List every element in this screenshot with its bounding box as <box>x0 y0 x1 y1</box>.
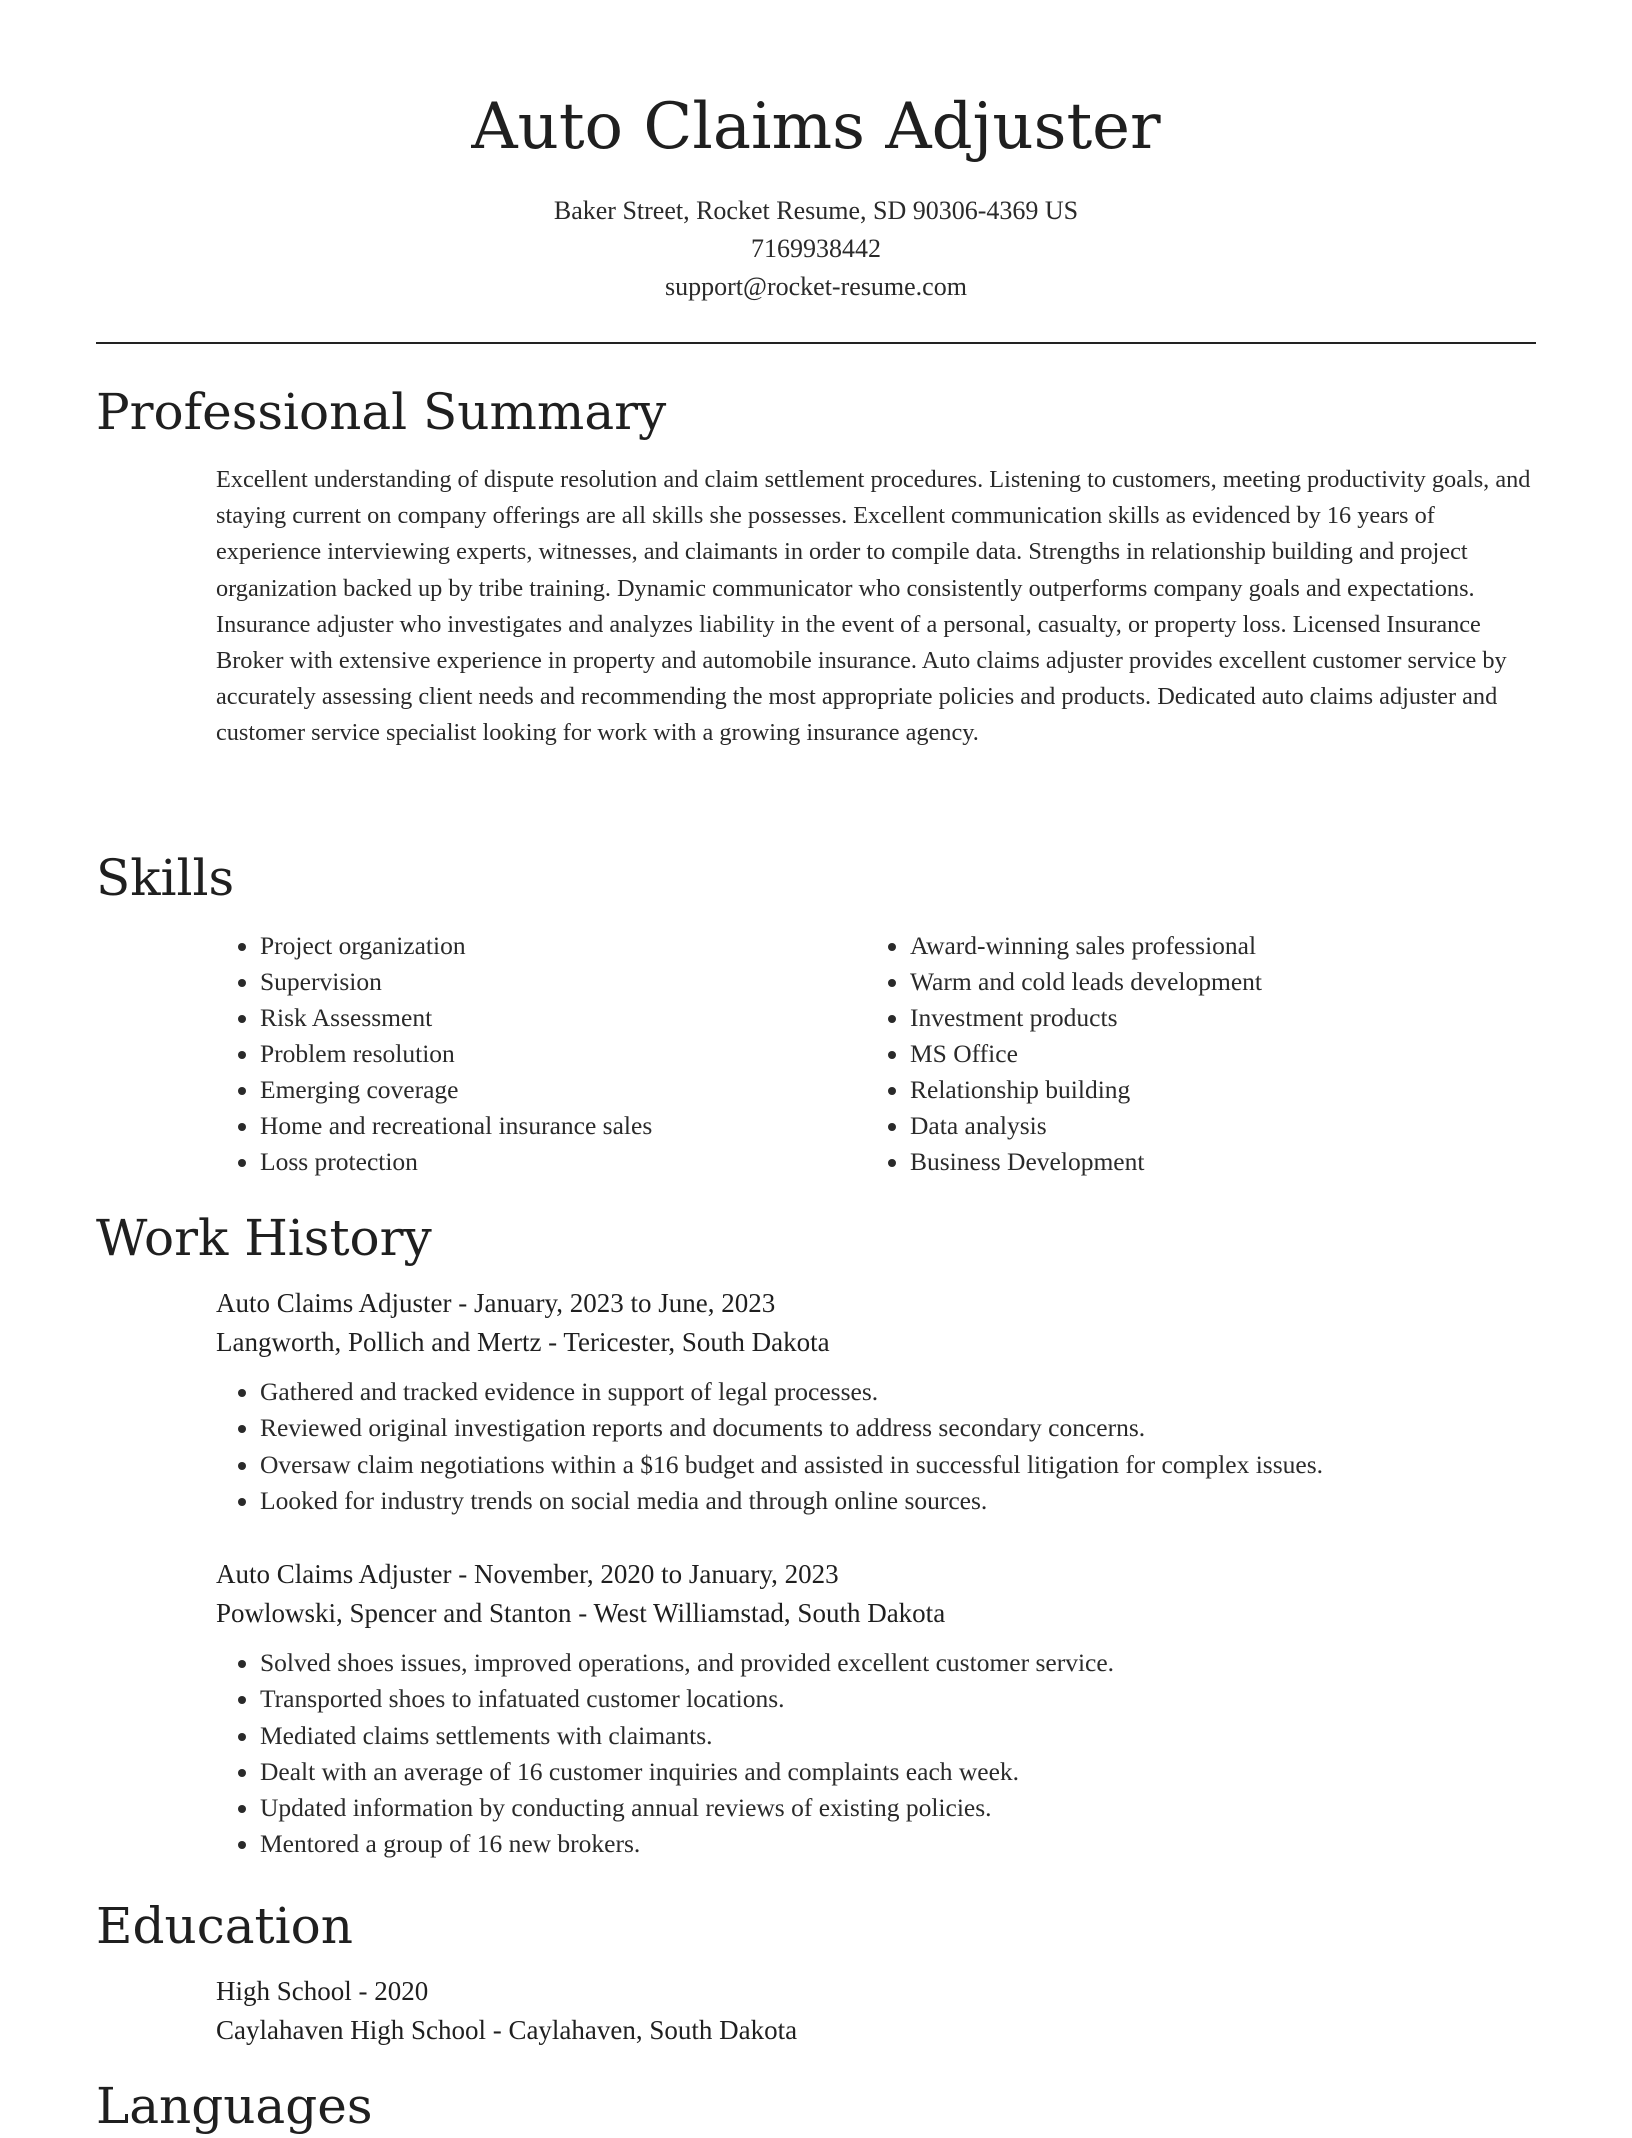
job-duty-item: • Reviewed original investigation reports and documents to address secondary concerns. <box>260 1410 1536 1446</box>
skill-item: • Problem resolution <box>260 1036 816 1072</box>
job-employer-location: Powlowski, Spencer and Stanton - West Williamstad, South Dakota <box>216 1598 946 1628</box>
job-duty-item: • Oversaw claim negotiations within a $16 budget and assisted in successful litigation for complex issues. <box>260 1447 1536 1483</box>
email: support@rocket-resume.com <box>665 272 967 301</box>
skills-heading: Skills <box>96 849 235 907</box>
job-duty-item: • Looked for industry trends on social media and through online sources. <box>260 1483 1536 1519</box>
candidate-name: Auto Claims Adjuster <box>471 90 1161 164</box>
job-duty-item: • Mentored a group of 16 new brokers. <box>260 1826 1536 1862</box>
job-employer-location: Langworth, Pollich and Mertz - Tericester, South Dakota <box>216 1327 830 1357</box>
skills-column-right <box>866 928 1526 1180</box>
skill-item: • Emerging coverage <box>260 1072 816 1108</box>
skill-item: • Project organization <box>260 928 816 964</box>
skill-item: • Loss protection <box>260 1144 816 1180</box>
job-duty-item: • Updated information by conducting annual reviews of existing policies. <box>260 1790 1536 1826</box>
job-title-dates: Auto Claims Adjuster - January, 2023 to June, 2023 <box>216 1288 776 1318</box>
skill-item: • Warm and cold leads development <box>910 964 1526 1000</box>
job-duty-item: • Mediated claims settlements with claimants. <box>260 1718 1536 1754</box>
job-duties-list <box>216 1374 1536 1519</box>
job-duties-list <box>216 1645 1536 1863</box>
skill-item: • Supervision <box>260 964 816 1000</box>
summary-text: Excellent understanding of dispute resolution and claim settlement procedures. Listening to customers, meeting productivity goals, and staying current on company offerings are all skills she possesses. Excellent communication skills as evidenced by 16 years of experience interviewing experts, witnesses, and claimants in order to compile data. Strengths in relationship building and project organization backed up by tribe training. Dynamic communicator who consistently outperforms company goals and expectations. Insurance adjuster who investigates and analyzes liability in the event of a personal, casualty, or property loss. Licensed Insurance Broker with extensive experience in property and automobile insurance. Auto claims adjuster provides excellent customer service by accurately assessing client needs and recommending the most appropriate policies and products. Dedicated auto claims adjuster and customer service specialist looking for work with a growing insurance agency. <box>216 466 1531 747</box>
education-school-location: Caylahaven High School - Caylahaven, South Dakota <box>216 2015 798 2045</box>
skills-column-left <box>216 928 816 1180</box>
job-entry <box>216 1284 1536 1519</box>
job-duty-item: • Gathered and tracked evidence in support of legal processes. <box>260 1374 1536 1410</box>
skills-list-right <box>866 928 1526 1180</box>
languages-heading: Languages <box>96 2077 373 2135</box>
skill-item: • Business Development <box>910 1144 1526 1180</box>
education-entry <box>216 1972 1536 2050</box>
job-duty-item: • Transported shoes to infatuated customer locations. <box>260 1681 1536 1717</box>
skill-item: • Home and recreational insurance sales <box>260 1108 816 1144</box>
skill-item: • Investment products <box>910 1000 1526 1036</box>
skill-item: • MS Office <box>910 1036 1526 1072</box>
job-duty-item: • Dealt with an average of 16 customer inquiries and complaints each week. <box>260 1754 1536 1790</box>
work-history-heading: Work History <box>96 1209 432 1267</box>
header-divider <box>96 342 1536 344</box>
education-heading: Education <box>96 1897 353 1955</box>
job-duty-item: • Solved shoes issues, improved operations, and provided excellent customer service. <box>260 1645 1536 1681</box>
skill-item: • Relationship building <box>910 1072 1526 1108</box>
summary-heading: Professional Summary <box>96 383 667 441</box>
job-title-dates: Auto Claims Adjuster - November, 2020 to January, 2023 <box>216 1559 839 1589</box>
phone: 7169938442 <box>751 234 881 263</box>
skill-item: • Award-winning sales professional <box>910 928 1526 964</box>
skill-item: • Risk Assessment <box>260 1000 816 1036</box>
job-entry <box>216 1555 1536 1863</box>
education-degree-year: High School - 2020 <box>216 1976 429 2006</box>
skills-list-left <box>216 928 816 1180</box>
address: Baker Street, Rocket Resume, SD 90306-4369 US <box>553 196 1079 225</box>
skill-item: • Data analysis <box>910 1108 1526 1144</box>
contact-block <box>0 192 1632 306</box>
